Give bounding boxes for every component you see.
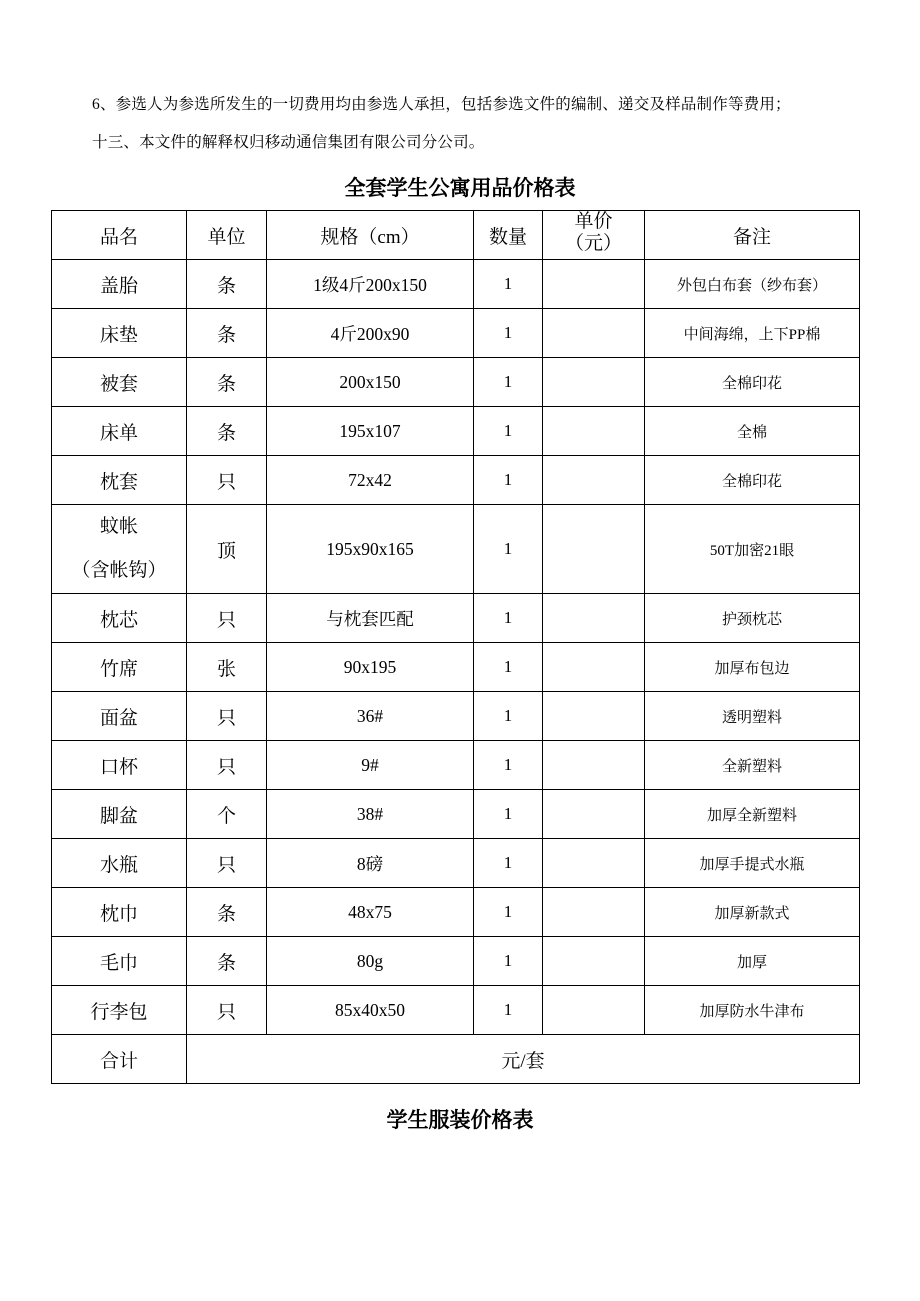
cell-unit: 条	[187, 358, 267, 407]
cell-price	[543, 358, 645, 407]
table-total-row	[52, 1035, 860, 1084]
cell-note: 护颈枕芯	[645, 594, 860, 643]
cell-unit: 只	[187, 456, 267, 505]
cell-unit: 只	[187, 594, 267, 643]
cell-note: 中间海绵，上下PP棉	[645, 309, 860, 358]
table-row	[52, 594, 860, 643]
cell-qty: 1	[474, 260, 543, 309]
table-row	[52, 741, 860, 790]
cell-note: 加厚新款式	[645, 888, 860, 937]
cell-unit: 只	[187, 986, 267, 1035]
cell-note: 全新塑料	[645, 741, 860, 790]
table-row	[52, 937, 860, 986]
cell-qty: 1	[474, 888, 543, 937]
cell-name: 面盆	[52, 692, 187, 741]
cell-price	[543, 407, 645, 456]
header-spec: 规格（cm）	[267, 211, 474, 260]
cell-name: 行李包	[52, 986, 187, 1035]
cell-spec: 9#	[267, 741, 474, 790]
cell-spec: 195x90x165	[267, 505, 474, 594]
table-row	[52, 643, 860, 692]
header-price-line2: （元）	[564, 233, 622, 254]
cell-qty: 1	[474, 692, 543, 741]
cell-name	[52, 505, 187, 594]
cell-price	[543, 986, 645, 1035]
cell-note: 全棉印花	[645, 358, 860, 407]
header-price-line1: 单价	[574, 211, 613, 232]
header-note: 备注	[645, 211, 860, 260]
cell-name: 枕巾	[52, 888, 187, 937]
cell-qty: 1	[474, 456, 543, 505]
cell-spec: 4斤200x90	[267, 309, 474, 358]
cell-price	[543, 309, 645, 358]
cell-qty: 1	[474, 790, 543, 839]
cell-unit: 条	[187, 407, 267, 456]
cell-name: 脚盆	[52, 790, 187, 839]
header-price	[543, 211, 645, 260]
table-header-row	[52, 211, 860, 260]
cell-note: 加厚全新塑料	[645, 790, 860, 839]
cell-price	[543, 643, 645, 692]
cell-price	[543, 839, 645, 888]
cell-unit: 顶	[187, 505, 267, 594]
cell-qty: 1	[474, 839, 543, 888]
cell-name-line1: 蚊帐	[99, 516, 138, 537]
table-row	[52, 505, 860, 594]
cell-qty: 1	[474, 505, 543, 594]
table-row	[52, 790, 860, 839]
cell-note: 加厚布包边	[645, 643, 860, 692]
cell-qty: 1	[474, 309, 543, 358]
cell-price	[543, 456, 645, 505]
cell-spec: 90x195	[267, 643, 474, 692]
cell-unit: 条	[187, 888, 267, 937]
cell-qty: 1	[474, 407, 543, 456]
cell-qty: 1	[474, 986, 543, 1035]
cell-spec: 1级4斤200x150	[267, 260, 474, 309]
cell-name: 枕芯	[52, 594, 187, 643]
cell-note: 加厚	[645, 937, 860, 986]
table-row	[52, 839, 860, 888]
cell-unit: 个	[187, 790, 267, 839]
cell-unit: 条	[187, 309, 267, 358]
cell-spec: 38#	[267, 790, 474, 839]
cell-spec: 80g	[267, 937, 474, 986]
cell-name: 被套	[52, 358, 187, 407]
cell-name: 水瓶	[52, 839, 187, 888]
cell-note: 全棉印花	[645, 456, 860, 505]
cell-spec: 200x150	[267, 358, 474, 407]
cell-name: 口杯	[52, 741, 187, 790]
cell-name: 枕套	[52, 456, 187, 505]
cell-note: 透明塑料	[645, 692, 860, 741]
cell-name: 毛巾	[52, 937, 187, 986]
cell-qty: 1	[474, 358, 543, 407]
cell-price	[543, 741, 645, 790]
table-row	[52, 358, 860, 407]
cell-qty: 1	[474, 643, 543, 692]
table-row	[52, 986, 860, 1035]
cell-spec: 72x42	[267, 456, 474, 505]
cell-total-value: 元/套	[187, 1035, 860, 1084]
cell-spec: 8磅	[267, 839, 474, 888]
cell-unit: 条	[187, 937, 267, 986]
header-qty: 数量	[474, 211, 543, 260]
cell-spec: 与枕套匹配	[267, 594, 474, 643]
cell-note: 全棉	[645, 407, 860, 456]
cell-note: 外包白布套（纱布套）	[645, 260, 860, 309]
cell-name: 盖胎	[52, 260, 187, 309]
cell-unit: 条	[187, 260, 267, 309]
header-name: 品名	[52, 211, 187, 260]
cell-name: 竹席	[52, 643, 187, 692]
cell-qty: 1	[474, 937, 543, 986]
cell-spec: 85x40x50	[267, 986, 474, 1035]
cell-name: 床单	[52, 407, 187, 456]
cell-price	[543, 260, 645, 309]
table-row	[52, 309, 860, 358]
header-unit: 单位	[187, 211, 267, 260]
table2-title: 学生服装价格表	[386, 1108, 534, 1132]
table1-title: 全套学生公寓用品价格表	[344, 176, 576, 200]
cell-spec: 195x107	[267, 407, 474, 456]
cell-unit: 张	[187, 643, 267, 692]
cell-price	[543, 790, 645, 839]
table-row	[52, 260, 860, 309]
cell-price	[543, 594, 645, 643]
cell-spec: 48x75	[267, 888, 474, 937]
table-row	[52, 407, 860, 456]
cell-price	[543, 937, 645, 986]
cell-spec: 36#	[267, 692, 474, 741]
cell-unit: 只	[187, 692, 267, 741]
cell-unit: 只	[187, 741, 267, 790]
paragraph-fees: 6、参选人为参选所发生的一切费用均由参选人承担，包括参选文件的编制、递交及样品制作等费用；	[92, 96, 791, 113]
cell-name: 床垫	[52, 309, 187, 358]
cell-qty: 1	[474, 741, 543, 790]
table-row	[52, 692, 860, 741]
table-row	[52, 888, 860, 937]
cell-price	[543, 505, 645, 594]
cell-price	[543, 692, 645, 741]
table-row	[52, 456, 860, 505]
cell-price	[543, 888, 645, 937]
cell-qty: 1	[474, 594, 543, 643]
cell-unit: 只	[187, 839, 267, 888]
cell-note: 加厚防水牛津布	[645, 986, 860, 1035]
cell-note: 加厚手提式水瓶	[645, 839, 860, 888]
paragraph-interpretation: 十三、本文件的解释权归移动通信集团有限公司分公司。	[92, 134, 485, 151]
apartment-supplies-price-table	[51, 210, 860, 1084]
cell-total-label: 合计	[52, 1035, 187, 1084]
cell-name-line2: （含帐钩）	[71, 560, 167, 581]
cell-note: 50T加密21眼	[645, 505, 860, 594]
